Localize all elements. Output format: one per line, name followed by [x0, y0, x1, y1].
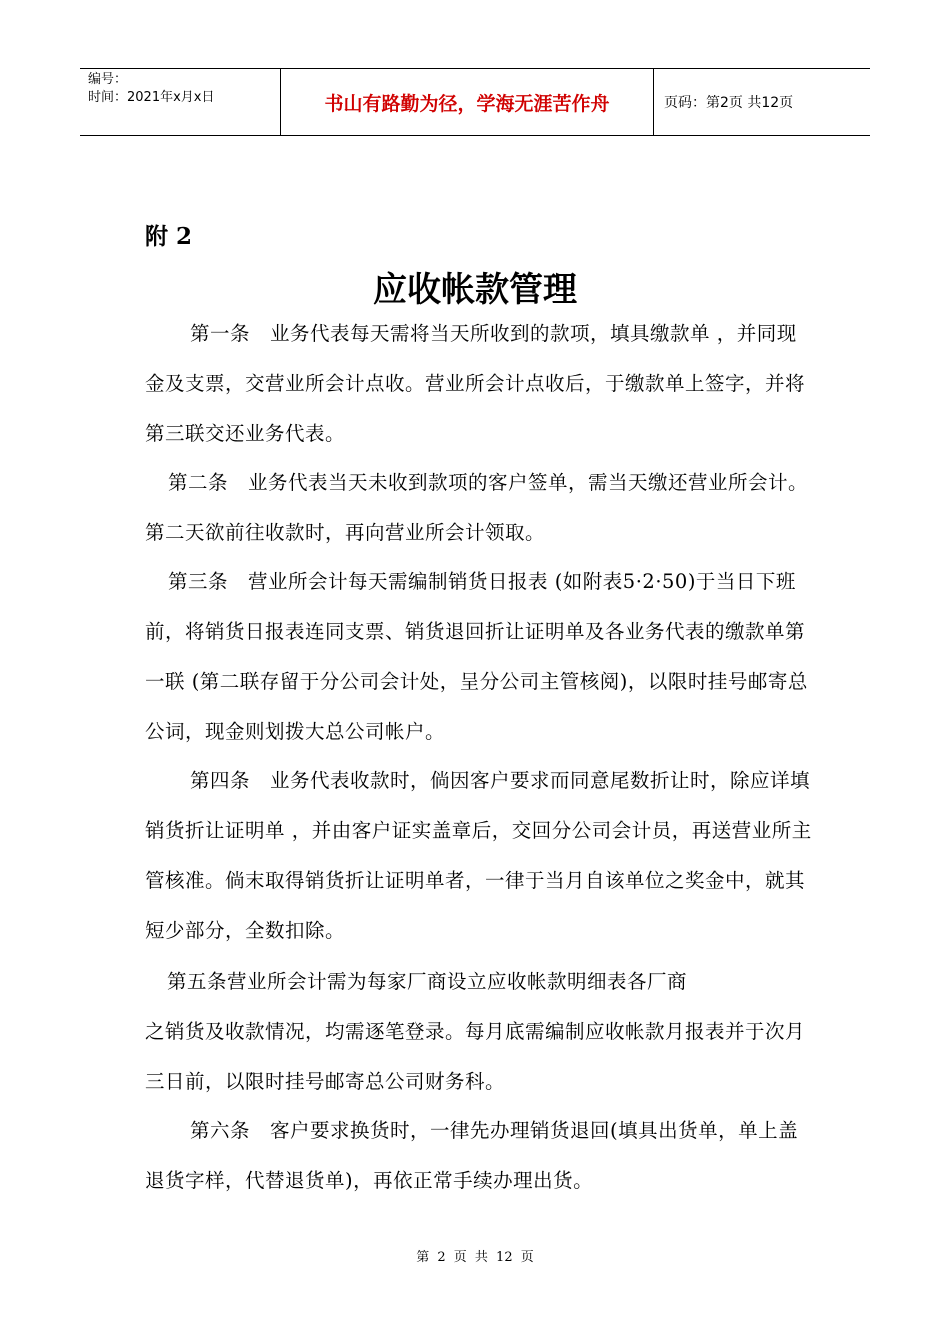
- article-6: 第六条 客户要求换货时，一律先办理销货退回(填具出货单，单上盖退货字样，代替退货单)，再依正常手续办理出货。: [145, 1119, 799, 1192]
- article-5: [145, 957, 815, 1107]
- article-5-first-line: 第五条营业所会计需为每家厂商设立应收帐款明细表各厂商: [167, 970, 688, 993]
- article-2: 第二条 业务代表当天未收到款项的客户签单，需当天缴还营业所会计。第二天欲前往收款时，再向营业所会计领取。: [145, 471, 809, 544]
- article-4: 第四条 业务代表收款时，倘因客户要求而同意尾数折让时，除应详填销货折让证明单 ，并由客户证实盖章后，交回分公司会计员，再送营业所主管核准。倘末取得销货折让证明单者，一律于当月自该单位之奖金中，就其短少部分，全数扣除。: [145, 769, 812, 942]
- header-meta: [80, 69, 280, 135]
- document-number-label: 编号：: [88, 72, 128, 87]
- header-page-info: 页码：第2页 共12页: [664, 95, 794, 111]
- article-3: 第三条 营业所会计每天需编制销货日报表 (如附表5·2·50)于当日下班前，将销货日报表连同支票、销货退回折让证明单及各业务代表的缴款单第一联 (第二联存留于分公司会计处，呈分公司主管核阅)，以限时挂号邮寄总公词，现金则划拨大总公司帐户。: [145, 570, 808, 743]
- header-motto: 书山有路勤为径，学海无涯苦作舟: [280, 69, 654, 135]
- article-1: 第一条 业务代表每天需将当天所收到的款项，填具缴款单 ，并同现金及支票，交营业所会计点收。营业所会计点收后，于缴款单上签字，并将第三联交还业务代表。: [145, 322, 806, 445]
- document-time: 时间：2021年x月x日: [88, 90, 215, 105]
- article-5-continuation: 之销货及收款情况，均需逐笔登录。每月底需编制应收帐款月报表并于次月三日前，以限时挂号邮寄总公司财务科。: [145, 1020, 806, 1093]
- appendix-label: 附 2: [145, 223, 193, 250]
- document-title: 应收帐款管理: [373, 270, 577, 310]
- page-footer: 第 2 页 共 12 页: [416, 1250, 534, 1265]
- page-header: [80, 68, 870, 136]
